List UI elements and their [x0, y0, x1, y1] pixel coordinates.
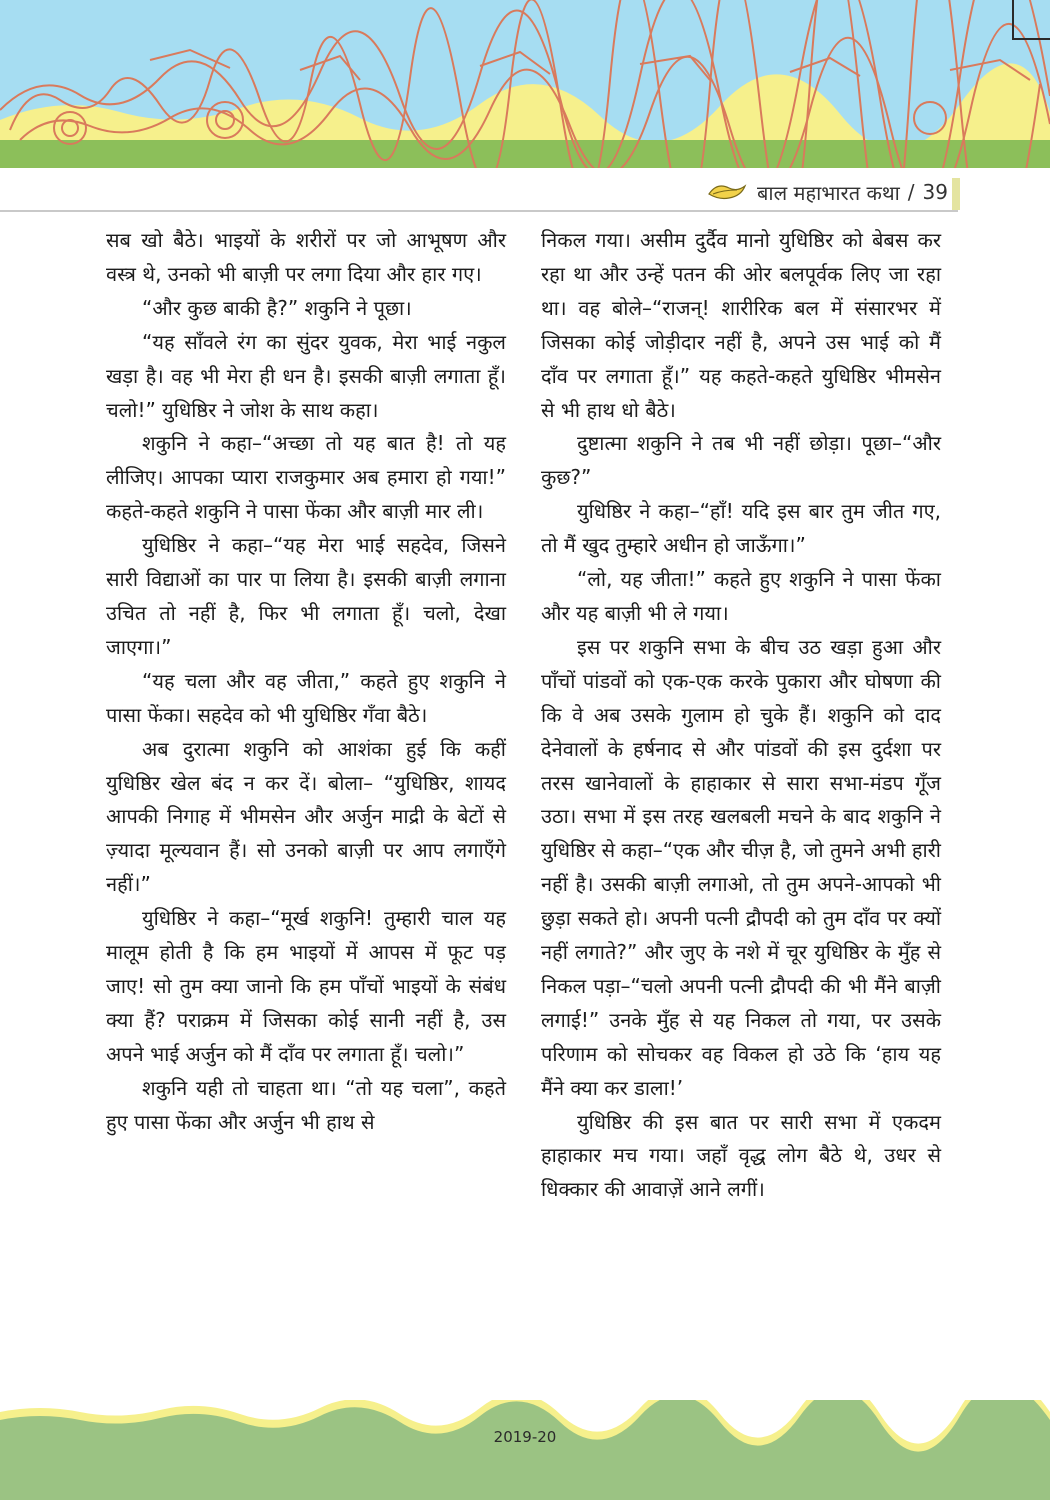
header-separator: / [907, 180, 915, 204]
paragraph: अब दुरात्मा शकुनि को आशंका हुई कि कहीं युधिष्ठिर खेल बंद न कर दें। बोला– “युधिष्ठिर, शायद आपकी निगाह में भीमसेन और अर्जुन माद्री के बेटों से ज़्यादा मूल्यवान हैं। सो उनको बाज़ी पर आप लगाएँगे नहीं।” [106, 736, 506, 897]
paragraph: “यह चला और वह जीता,” कहते हुए शकुनि ने पासा फेंका। सहदेव को भी युधिष्ठिर गँवा बैठे। [106, 668, 506, 727]
battle-illustration [0, 0, 1050, 168]
paragraph: निकल गया। असीम दुर्दैव मानो युधिष्ठिर को बेबस कर रहा था और उन्हें पतन की ओर बलपूर्वक लिए जा रहा था। वह बोले–“राजन्! शारीरिक बल में संसारभर में जिसका कोई जोड़ीदार नहीं है, अपने उस भाई को मैं दाँव पर लगाता हूँ।” यह कहते-कहते युधिष्ठिर भीमसेन से भी हाथ धो बैठे। [541, 228, 941, 422]
paragraph: युधिष्ठिर ने कहा–“मूर्ख शकुनि! तुम्हारी चाल यह मालूम होती है कि हम भाइयों में आपस में फूट पड़ जाए! सो तुम क्या जानो कि हम पाँचों भाइयों के संबंध क्या हैं? पराक्रम में जिसका कोई सानी नहीं है, उस अपने भाई अर्जुन को मैं दाँव पर लगाता हूँ। चलो।” [106, 906, 506, 1066]
paragraph: शकुनि ने कहा–“अच्छा तो यह बात है! तो यह लीजिए। आपका प्यारा राजकुमार अब हमारा हो गया!” कहते-कहते शकुनि ने पासा फेंका और बाज़ी मार ली। [106, 431, 506, 524]
page-number: 39 [922, 180, 948, 204]
paragraph: शकुनि यही तो चाहता था। “तो यह चला”, कहते हुए पासा फेंका और अर्जुन भी हाथ से [106, 1075, 506, 1134]
paragraph: सब खो बैठे। भाइयों के शरीरों पर जो आभूषण और वस्त्र थे, उनको भी बाज़ी पर लगा दिया और हार गए। [106, 228, 506, 286]
text-column-left [106, 224, 506, 1139]
paragraph: इस पर शकुनि सभा के बीच उठ खड़ा हुआ और पाँचों पांडवों को एक-एक करके पुकारा और घोषणा की कि वे अब उसके गुलाम हो चुके हैं। शकुनि को दाद देनेवालों के हर्षनाद से और पांडवों की इस दुर्दशा पर तरस खानेवालों के हाहाकार से सारा सभा-मंडप गूँज उठा। सभा में इस तरह खलबली मचने के बाद शकुनि ने युधिष्ठिर से कहा–“एक और चीज़ है, जो तुमने अभी हारी नहीं है। उसकी बाज़ी लगाओ, तो तुम अपने-आपको भी छुड़ा सकते हो। अपनी पत्नी द्रौपदी को तुम दाँव पर क्यों नहीं लगाते?” और जुए के नशे में चूर युधिष्ठिर के मुँह से निकल पड़ा–“चलो अपनी पत्नी द्रौपदी की भी मैंने बाज़ी लगाई!” उनके मुँह से यह निकल तो गया, पर उसके परिणाम को सोचकर वह विकल हो उठे कि ‘हाय यह मैंने क्या कर डाला!’ [541, 634, 941, 1100]
footer-band [0, 1400, 1050, 1500]
paragraph: युधिष्ठिर ने कहा–“हाँ! यदि इस बार तुम जीत गए, तो मैं खुद तुम्हारे अधीन हो जाऊँगा।” [541, 499, 941, 558]
paragraph: दुष्टात्मा शकुनि ने तब भी नहीं छोड़ा। पूछा–“और कुछ?” [541, 431, 941, 490]
crop-mark [1014, 38, 1050, 40]
header-accent-bar [952, 178, 960, 210]
edition-year: 2019-20 [493, 1428, 557, 1446]
paragraph: युधिष्ठिर ने कहा–“यह मेरा भाई सहदेव, जिसने सारी विद्याओं का पार पा लिया है। इसकी बाज़ी लगाना उचित तो नहीं है, फिर भी लगाता हूँ। चलो, देखा जाएगा।” [106, 533, 506, 659]
paragraph: “यह साँवले रंग का सुंदर युवक, मेरा भाई नकुल खड़ा है। वह भी मेरा ही धन है। इसकी बाज़ी लगाता हूँ। चलो!” युधिष्ठिर ने जोश के साथ कहा। [106, 329, 506, 422]
paragraph: “लो, यह जीता!” कहते हुए शकुनि ने पासा फेंका और यह बाज़ी भी ले गया। [541, 567, 941, 625]
crop-mark [1012, 0, 1014, 40]
book-title: बाल महाभारत कथा [757, 180, 900, 205]
text-column-right [541, 224, 941, 1207]
header-rule [0, 210, 958, 212]
feather-ornament-icon [707, 180, 749, 204]
paragraph: “और कुछ बाकी है?” शकुनि ने पूछा। [142, 295, 412, 320]
footer-decoration [0, 1400, 1050, 1500]
paragraph: युधिष्ठिर की इस बात पर सारी सभा में एकदम हाहाकार मच गया। जहाँ वृद्ध लोग बैठे थे, उधर से धिक्कार की आवाज़ें आने लगीं। [541, 1109, 941, 1202]
running-header [707, 178, 948, 206]
battle-scene-banner [0, 0, 1050, 168]
